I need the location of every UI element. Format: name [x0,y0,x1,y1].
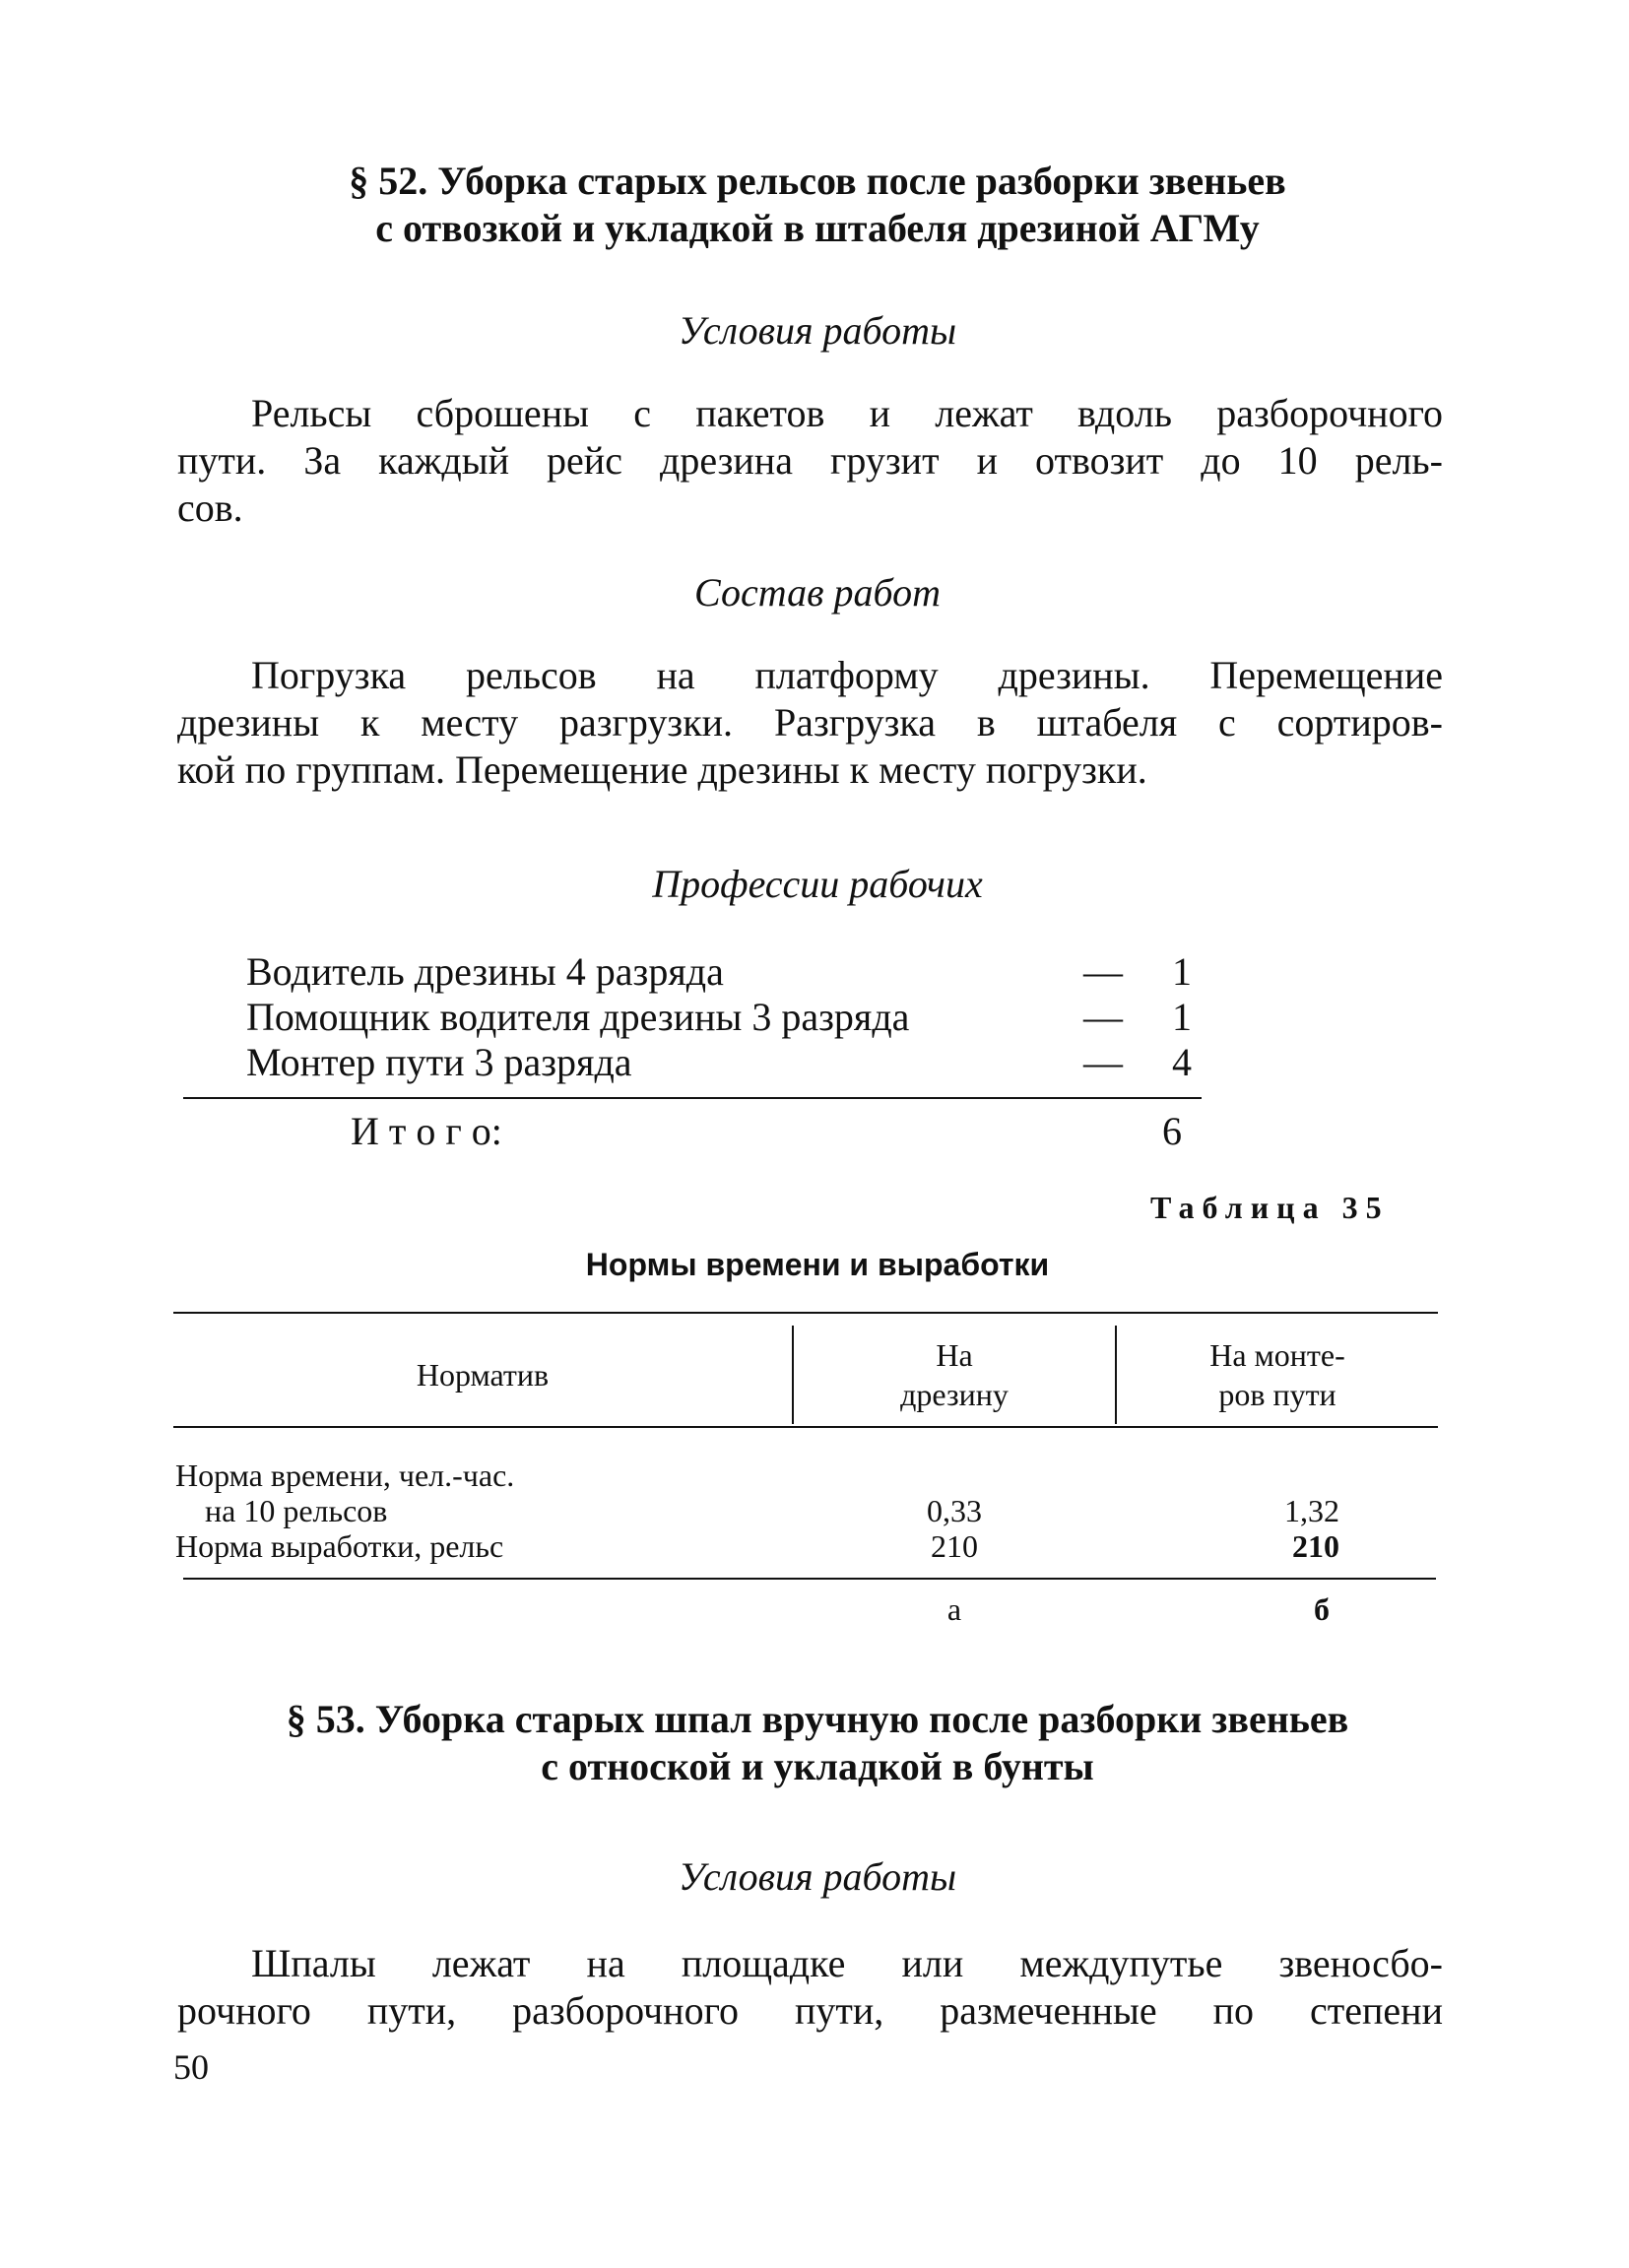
table-row-label: на 10 рельсов [205,1493,388,1528]
heading-line: § 52. Уборка старых рельсов после разборки звеньев [349,159,1286,203]
table-cell: 1,32 [1284,1493,1339,1528]
table-footer-cell: а [946,1591,962,1627]
paragraph-line: Погрузка рельсов на платформу дрезины. Перемещение [251,653,1443,697]
professions-title: Профессии рабочих [652,862,983,906]
profession-row [246,949,1192,995]
profession-dash: — [1083,1040,1123,1084]
total-value: 6 [1162,1109,1182,1153]
work-title: Состав работ [694,570,941,615]
paragraph-line: дрезины к месту разгрузки. Разгрузка в штабеля с сортиров- [177,700,1443,745]
paragraph-line: сов. [177,486,243,530]
conditions-paragraph [177,1940,1443,2035]
section-53-heading [177,1696,1458,1790]
paragraph-line: Рельсы сброшены с пакетов и лежат вдоль разборочного [251,391,1443,435]
header-line: дрезину [900,1377,1009,1412]
table-header-drezina [794,1335,1115,1414]
table-header-normative: Норматив [416,1357,550,1393]
header-line: На [936,1337,973,1373]
table-cell: 210 [931,1528,978,1564]
page-number: 50 [173,2047,209,2087]
table-top-rule [173,1312,1438,1314]
heading-line: § 53. Уборка старых шпал вручную после разборки звеньев [286,1697,1349,1741]
total-divider [183,1097,1202,1099]
profession-row [246,1040,1192,1085]
section-52-heading [177,158,1458,252]
profession-label: Водитель дрезины 4 разряда [246,949,724,994]
conditions-title: Условия работы [678,1854,957,1899]
profession-dash: — [1083,949,1123,994]
total-label: И т о г о: [351,1109,502,1153]
work-paragraph [177,652,1443,794]
paragraph-line: кой по группам. Перемещение дрезины к месту погрузки. [177,747,1147,792]
header-line: ров пути [1218,1377,1336,1412]
profession-dash: — [1083,995,1123,1039]
table-footer-cell: б [1314,1591,1330,1627]
paragraph-line: рочного пути, разборочного пути, размеченные по степени [177,1988,1443,2033]
table-row-label: Норма выработки, рельс [175,1528,504,1564]
paragraph-line: Шпалы лежат на площадке или междупутье звеносбо- [251,1941,1443,1985]
profession-count: 1 [1172,995,1192,1039]
profession-label: Монтер пути 3 разряда [246,1040,632,1084]
heading-line: с отвозкой и укладкой в штабеля дрезиной АГМу [375,206,1260,250]
table-title: Нормы времени и выработки [585,1247,1050,1282]
profession-label: Помощник водителя дрезины 3 разряда [246,995,910,1039]
profession-count: 4 [1172,1040,1192,1084]
conditions-title: Условия работы [678,308,957,353]
heading-line: с отноской и укладкой в бунты [541,1744,1094,1788]
table-caption: Таблица 35 [1150,1190,1390,1225]
table-cell: 0,33 [927,1493,982,1528]
table-header-rule [173,1426,1438,1428]
profession-row [246,995,1192,1040]
table-row-label: Норма времени, чел.-час. [175,1458,515,1493]
table-cell: 210 [1292,1528,1339,1564]
table-header-monters [1117,1335,1438,1414]
table-bottom-rule [183,1578,1436,1580]
header-line: На монте- [1209,1337,1345,1373]
paragraph-line: пути. За каждый рейс дрезина грузит и отвозит до 10 рель- [177,438,1443,483]
profession-count: 1 [1172,949,1192,994]
conditions-paragraph [177,390,1443,532]
